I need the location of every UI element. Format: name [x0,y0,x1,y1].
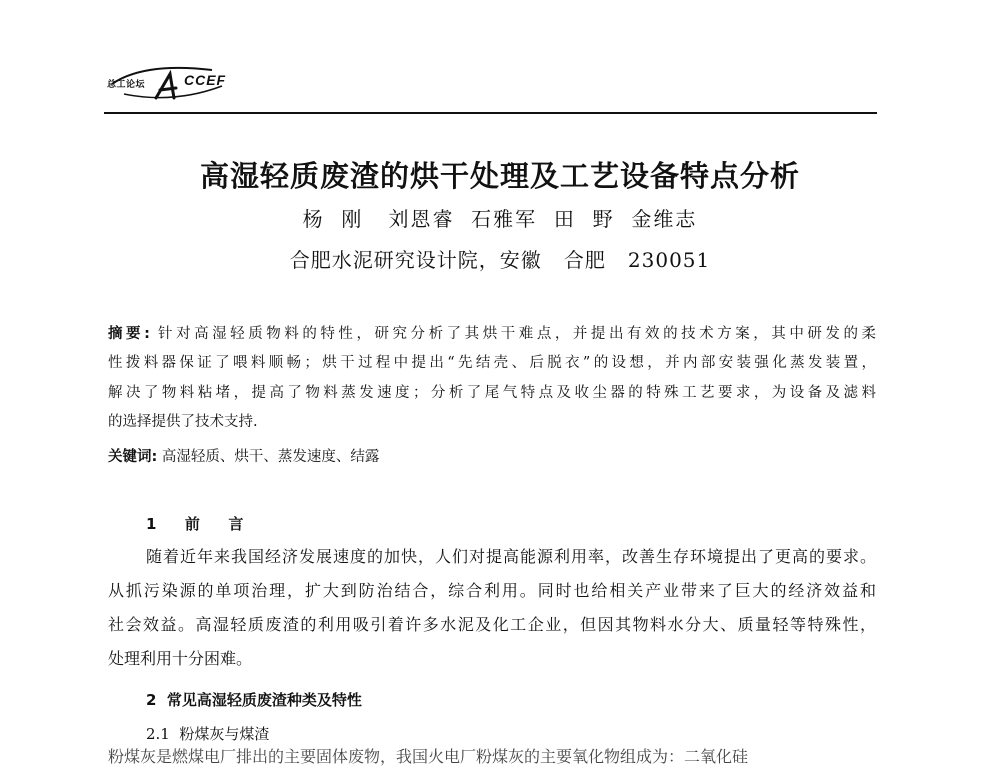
header-rule [104,112,877,114]
abstract-label: 摘要: [108,326,150,342]
keywords-label: 关键词: [108,449,158,465]
paragraph-line: 随着近年来我国经济发展速度的加快，人们对提高能源利用率，改善生存环境提出了更高的要求。 [146,547,876,566]
section-heading: 1 前 言 [146,515,250,533]
keywords-text: 高湿轻质、烘干、蒸发速度、结露 [161,449,380,465]
logo-text: 总工论坛 [107,80,146,90]
paragraph-line: 从抓污染源的单项治理，扩大到防治结合，综合利用。同时也给相关产业带来了巨大的经济效益和 [108,581,876,600]
logo-brand: CCEF [184,72,227,88]
cutoff-text: 粉煤灰是燃煤电厂排出的主要固体废物，我国火电厂粉煤灰的主要氧化物组成为：二氧化硅 [108,747,749,766]
paper-affiliation: 合肥水泥研究设计院，安徽 合肥 230051 [289,248,711,272]
paragraph-line: 社会效益。高湿轻质废渣的利用吸引着许多水泥及化工企业，但因其物料水分大、质量轻等特殊性， [108,615,876,634]
section-heading: 2 常见高湿轻质废渣种类及特性 [146,691,362,709]
abstract-line: 性拨料器保证了喂料顺畅；烘干过程中提出“先结壳、后脱衣”的设想，并内部安装强化蒸发装置， [108,355,876,371]
paper-authors: 杨 刚 刘恩睿 石雅军 田 野 金维志 [302,207,698,231]
abstract-text: 针对高湿轻质物料的特性，研究分析了其烘干难点，并提出有效的技术方案，其中研发的柔 [158,326,876,342]
abstract-line: 解决了物料粘堵，提高了物料蒸发速度；分析了尾气特点及收尘器的特殊工艺要求，为设备及滤料 [108,385,876,401]
cutoff-line [108,747,876,766]
subsection-heading: 2.1 粉煤灰与煤渣 [146,725,270,743]
abstract-line: 的选择提供了技术支持. [108,414,258,430]
paragraph-line: 处理利用十分困难。 [108,649,253,668]
keywords [108,445,379,466]
paper-title: 高湿轻质废渣的烘干处理及工艺设备特点分析 [199,159,800,193]
abstract-line [108,322,876,343]
